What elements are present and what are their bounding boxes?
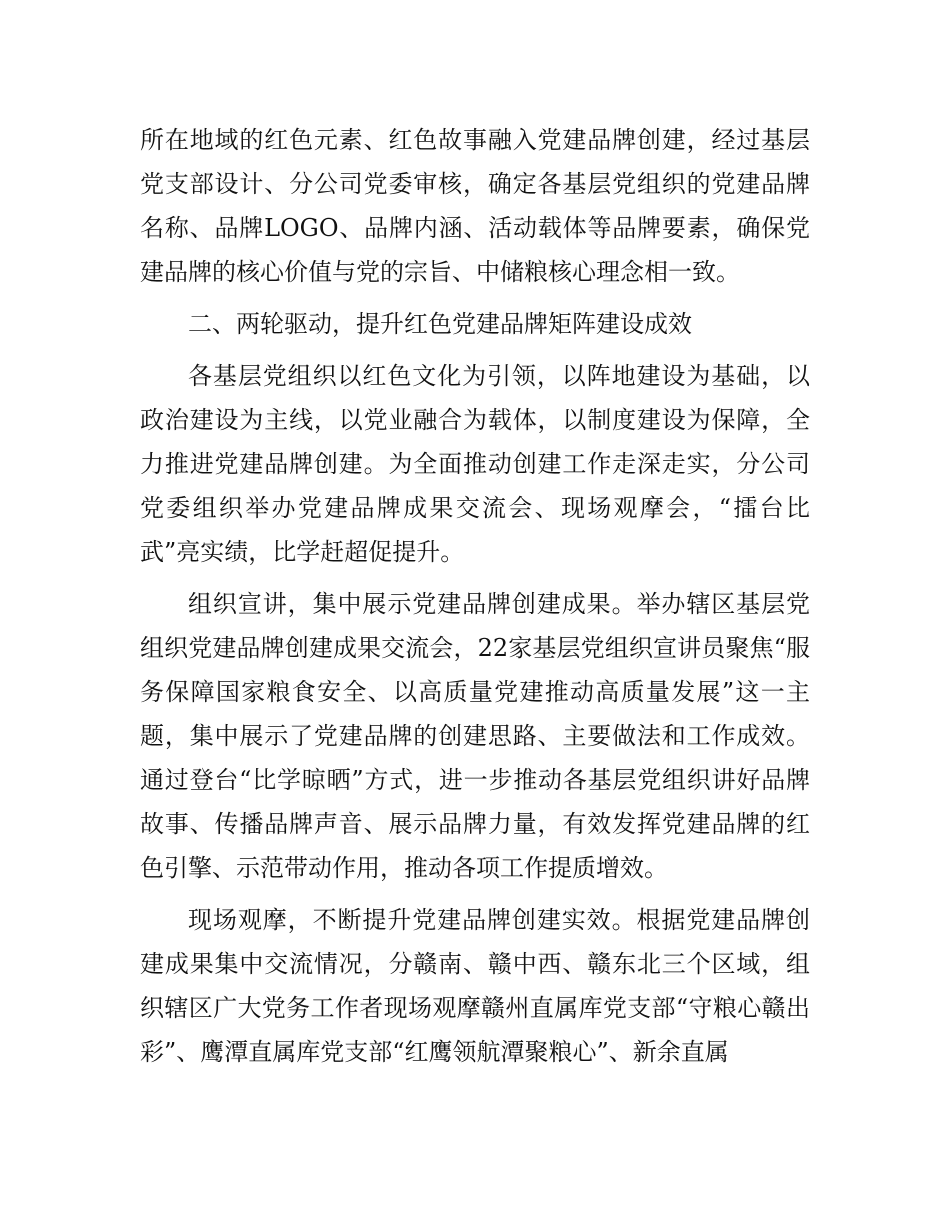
paragraph-4: 组织宣讲，集中展示党建品牌创建成果。举办辖区基层党组织党建品牌创建成果交流会，22家基层党组织宣讲员聚焦“服务保障国家粮食安全、以高质量党建推动高质量发展”这一主题，集中展示了党建品牌的创建思路、主要做法和工作成效。通过登台“比学晾晒”方式，进一步推动各基层党组织讲好品牌故事、传播品牌声音、展示品牌力量，有效发挥党建品牌的红色引擎、示范带动作用，推动各项工作提质增效。 (140, 590, 810, 882)
paragraph-1: 所在地域的红色元素、红色故事融入党建品牌创建，经过基层党支部设计、分公司党委审核，确定各基层党组织的党建品牌名称、品牌LOGO、品牌内涵、活动载体等品牌要素，确保党建品牌的核心价值与党的宗旨、中储粮核心理念相一致。 (140, 126, 810, 286)
document-body (140, 118, 810, 1074)
paragraph-5: 现场观摩，不断提升党建品牌创建实效。根据党建品牌创建成果集中交流情况，分赣南、赣中西、赣东北三个区域，组织辖区广大党务工作者现场观摩赣州直属库党支部“守粮心赣出彩”、鹰潭直属库党支部“红鹰领航潭聚粮心”、新余直属 (140, 906, 810, 1066)
section-heading: 二、两轮驱动，提升红色党建品牌矩阵建设成效 (188, 310, 692, 338)
paragraph-3: 各基层党组织以红色文化为引领，以阵地建设为基础，以政治建设为主线，以党业融合为载体，以制度建设为保障，全力推进党建品牌创建。为全面推动创建工作走深走实，分公司党委组织举办党建品牌成果交流会、现场观摩会，“擂台比武”亮实绩，比学赶超促提升。 (140, 362, 810, 566)
